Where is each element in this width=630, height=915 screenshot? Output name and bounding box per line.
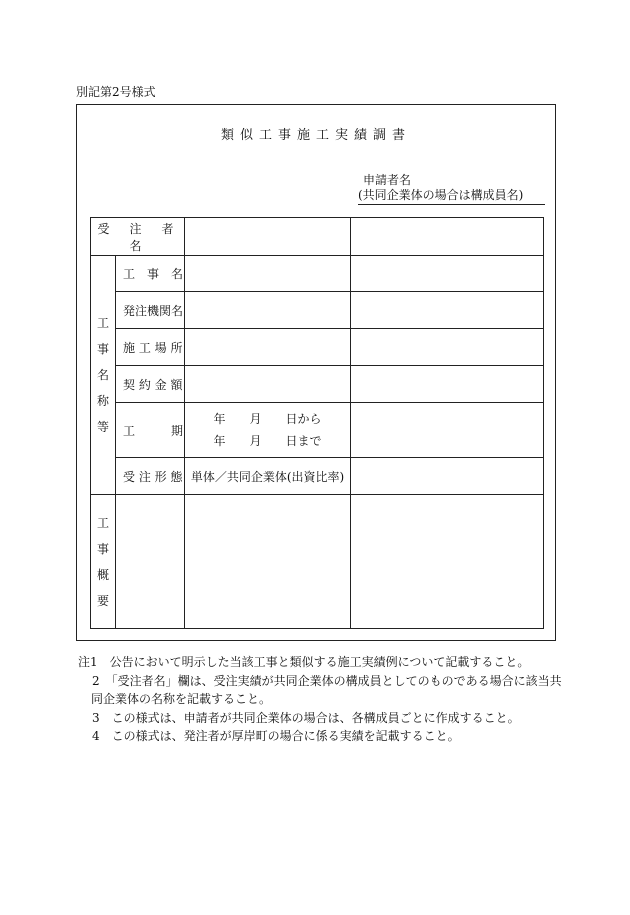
contractor-extra-cell[interactable] xyxy=(351,218,544,256)
amount-cell[interactable] xyxy=(185,366,351,403)
site-extra-cell[interactable] xyxy=(351,329,544,366)
contractor-value-cell[interactable] xyxy=(185,218,351,256)
contract-form-label: 受 注 形 態 xyxy=(116,458,185,495)
period-value[interactable]: 年 月 日から 年 月 日まで xyxy=(185,403,351,458)
project-name-label: 工 事 名 xyxy=(116,256,185,292)
side-char: 工 xyxy=(96,316,109,330)
overview-extra-cell[interactable] xyxy=(351,495,544,629)
project-name-row xyxy=(91,256,544,292)
overview-char: 要 xyxy=(96,593,109,608)
overview-char: 事 xyxy=(96,541,109,556)
project-info-side-label xyxy=(91,256,116,495)
project-name-cell[interactable] xyxy=(185,256,351,292)
ordering-org-cell[interactable] xyxy=(185,292,351,329)
side-char: 事 xyxy=(96,342,109,356)
side-char: 名 xyxy=(96,368,109,382)
form-number: 別記第2号様式 xyxy=(76,85,156,99)
site-cell[interactable] xyxy=(185,329,351,366)
contract-form-value[interactable]: 単体／共同企業体(出資比率) xyxy=(185,458,351,495)
period-row xyxy=(91,403,544,458)
contractor-row xyxy=(91,218,544,256)
site-row xyxy=(91,329,544,366)
ordering-org-row xyxy=(91,292,544,329)
applicant-note: (共同企業体の場合は構成員名) xyxy=(358,186,545,205)
overview-char: 工 xyxy=(96,515,109,530)
amount-label: 契 約 金 額 xyxy=(116,366,185,403)
amount-extra-cell[interactable] xyxy=(351,366,544,403)
side-char: 称 xyxy=(96,394,109,408)
form-title: 類似工事施工実績調書 xyxy=(220,128,411,143)
period-extra-cell[interactable] xyxy=(351,403,544,458)
record-table xyxy=(90,217,544,629)
overview-side-label xyxy=(91,495,116,629)
period-label: 工 期 xyxy=(116,403,185,458)
overview-row xyxy=(91,495,544,629)
project-name-extra-cell[interactable] xyxy=(351,256,544,292)
note-3: 3 この様式は、申請者が共同企業体の場合は、各構成員ごとに作成すること。 xyxy=(92,710,520,725)
side-char: 等 xyxy=(96,420,109,434)
site-label: 施 工 場 所 xyxy=(116,329,185,366)
ordering-org-extra-cell[interactable] xyxy=(351,292,544,329)
notes xyxy=(78,653,562,746)
contractor-label: 受 注 者 名 xyxy=(91,218,185,256)
amount-row xyxy=(91,366,544,403)
overview-blank-cell[interactable] xyxy=(116,495,185,629)
ordering-org-label: 発注機関名 xyxy=(116,292,185,329)
note-2: 2 「受注者名」欄は、受注実績が共同企業体の構成員としてのものである場合に該当共 xyxy=(92,673,562,688)
note-4: 4 この様式は、発注者が厚岸町の場合に係る実績を記載すること。 xyxy=(92,729,460,743)
note-1: 注1 公告において明示した当該工事と類似する施工実績例について記載すること。 xyxy=(78,655,530,669)
note-2-continued: 同企業体の名称を記載すること。 xyxy=(91,692,272,706)
contract-form-extra-cell[interactable] xyxy=(351,458,544,495)
applicant-label: 申請者名 xyxy=(363,173,412,187)
contract-form-row xyxy=(91,458,544,495)
overview-cell[interactable] xyxy=(185,495,351,629)
overview-char: 概 xyxy=(96,567,109,582)
